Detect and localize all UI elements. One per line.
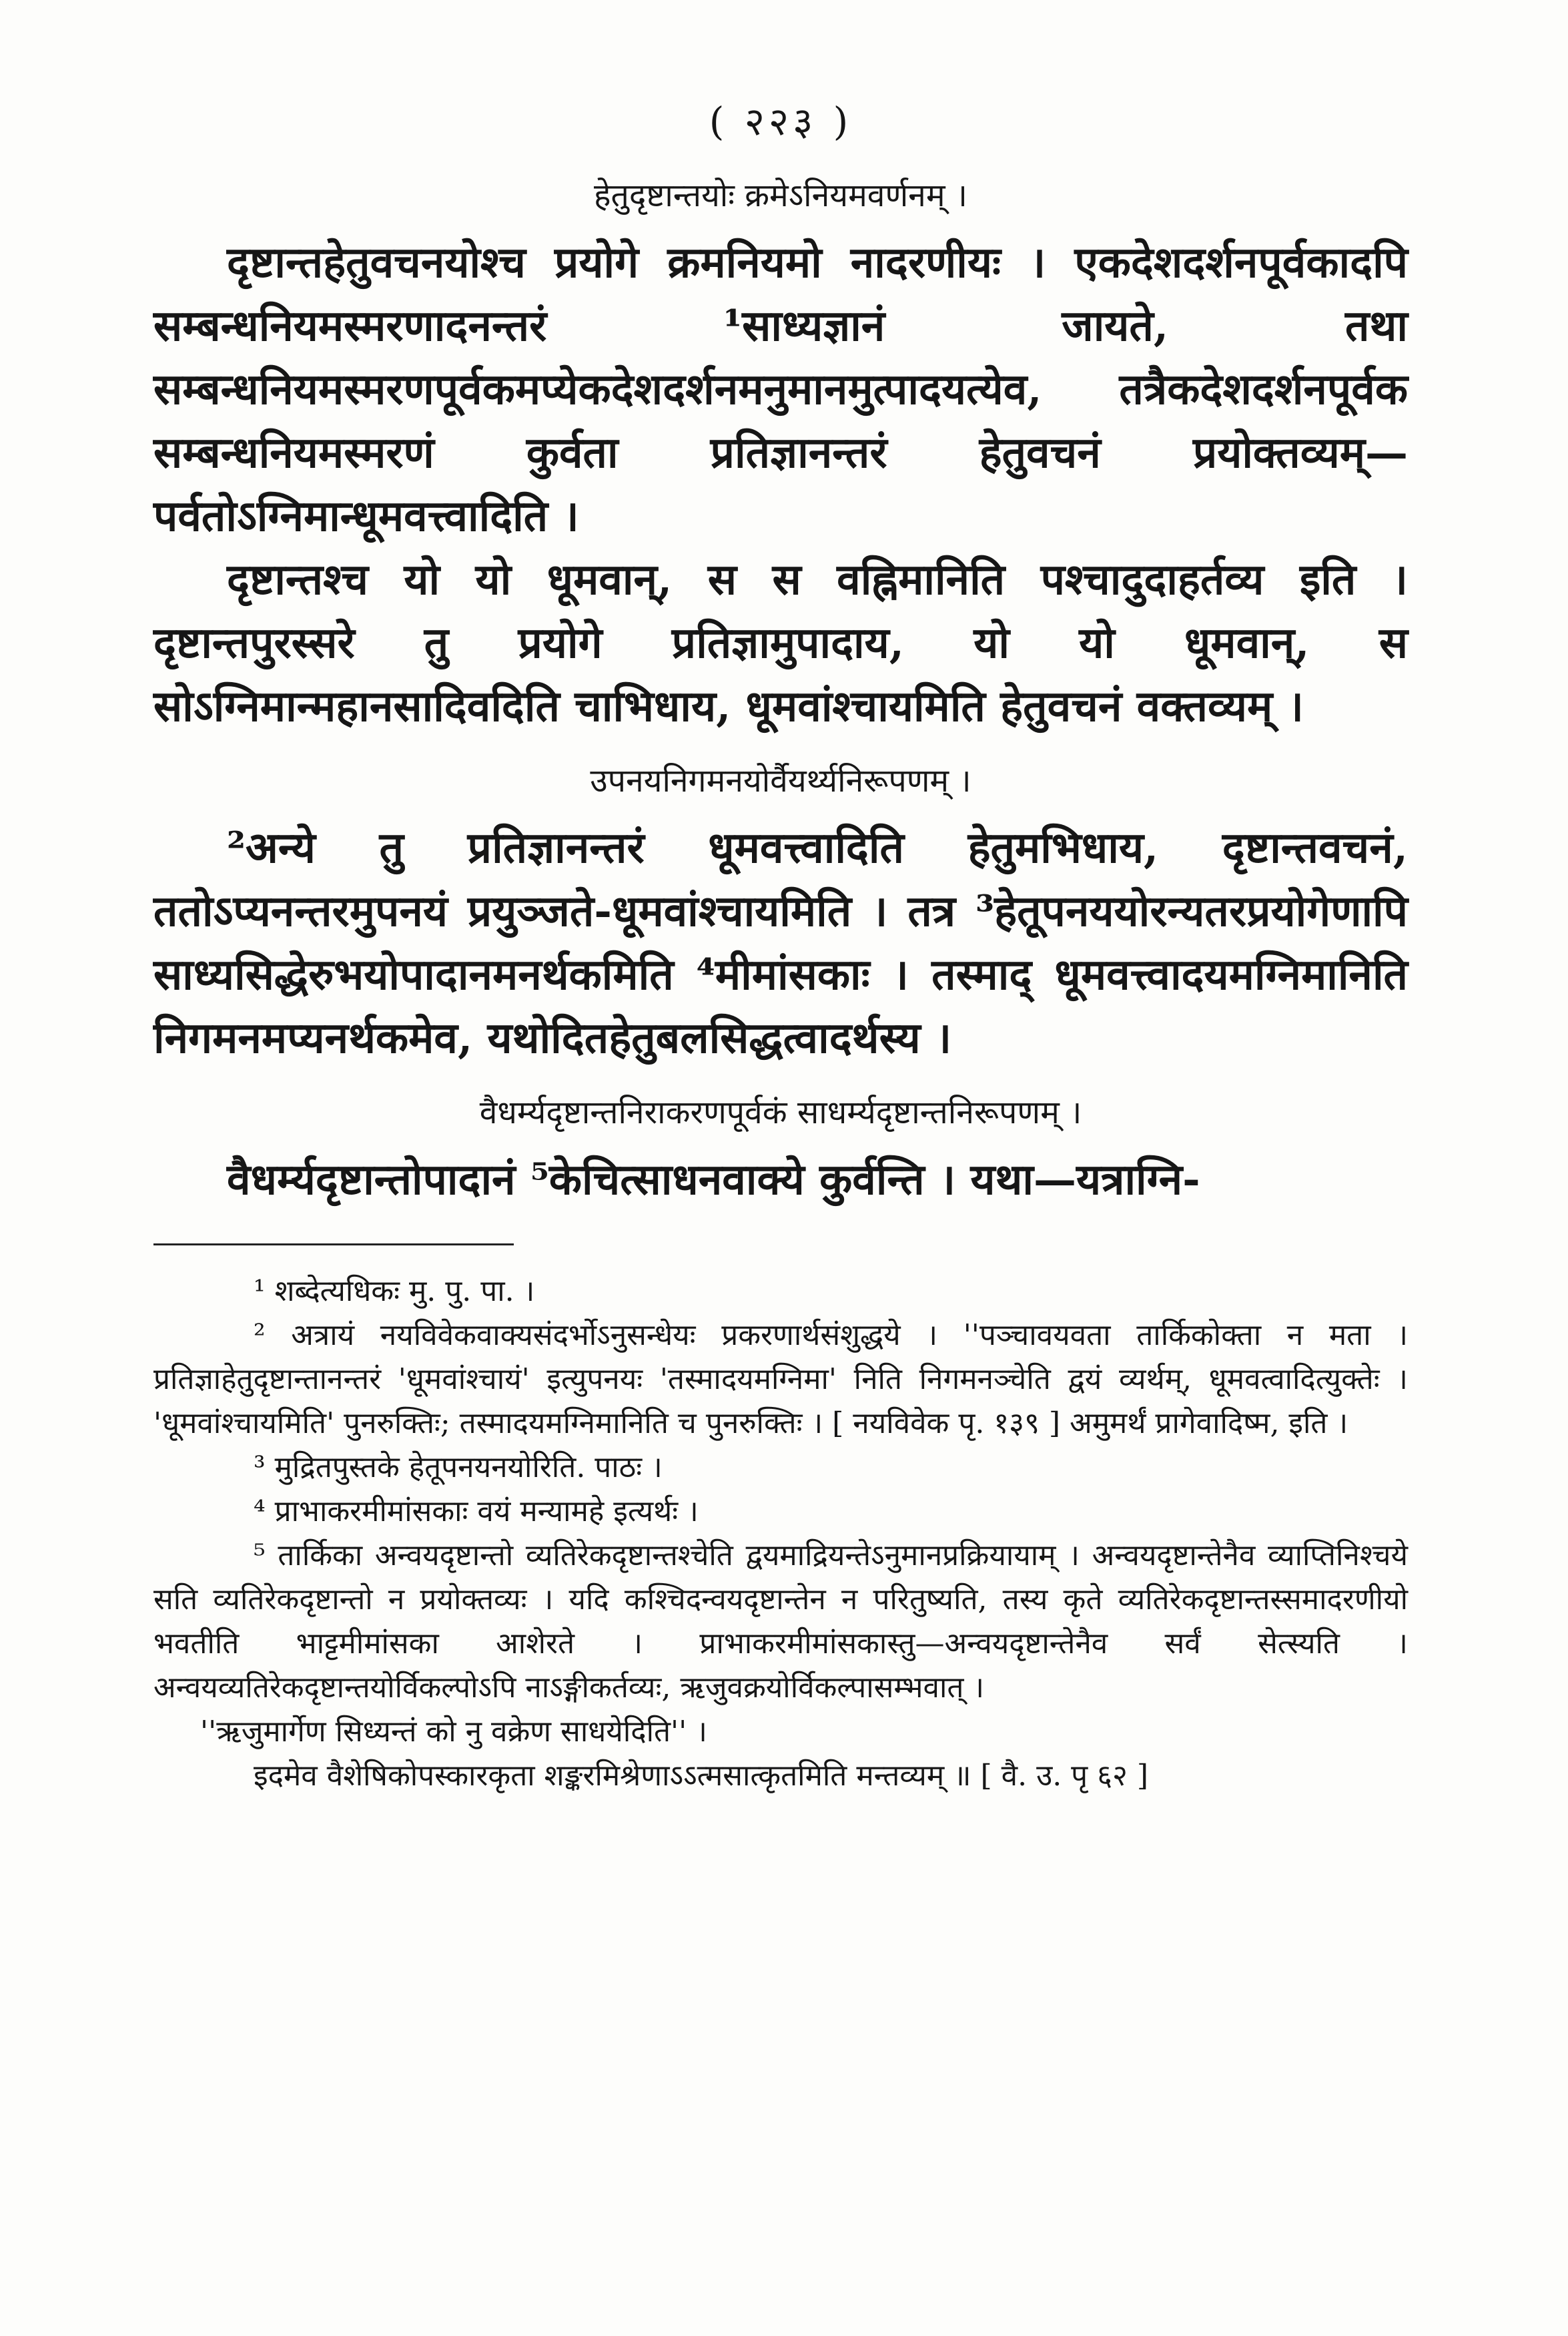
footnote-5: ⁵ तार्किका अन्वयदृष्टान्तो व्यतिरेकदृष्टान्तश्चेति द्वयमाद्रियन्तेऽनुमानप्रक्रियायाम् । अन्वयदृष्टान्तेनैव व्याप्तिनिश्चये सति व्यतिरेकदृष्टान्तो न प्रयोक्तव्यः । यदि कश्चिदन्वयदृष्टान्तेन न परितुष्यति, तस्य कृते व्यतिरेकदृष्टान्तस्समादरणीयो भवतीति भाट्टमीमांसका आशेरते । प्राभाकरमीमांसकास्तु—अन्वयदृष्टान्तेनैव सर्वं सेत्स्यति । अन्वयव्यतिरेकदृष्टान्तयोर्विकल्पोऽपि नाऽङ्गीकर्तव्यः, ऋजुवक्रयोर्विकल्पासम्भवात् ।	[153, 1538, 1408, 1705]
page-number: ( २२३ )	[709, 99, 853, 144]
footnote-1: ¹ शब्देत्यधिकः मु. पु. पा. ।	[254, 1274, 535, 1308]
paragraph-2: दृष्टान्तश्च यो यो धूमवान्, स स वह्निमानिति पश्चादुदाहर्तव्य इति । दृष्टान्तपुरस्सरे तु प्रयोगे प्रतिज्ञामुपादाय, यो यो धूमवान्, स सोऽग्निमान्महानसादिवदिति चाभिधाय, धूमवांश्चायमिति हेतुवचनं वक्तव्यम् ।	[153, 555, 1408, 732]
section-heading-1: हेतुदृष्टान्तयोः क्रमेऽनियमवर्णनम् ।	[594, 177, 967, 214]
document-page	[153, 93, 1408, 1798]
section-heading-2: उपनयनिगमनयोर्वैयर्थ्यनिरूपणम् ।	[590, 762, 971, 800]
paragraph-3: ²अन्ये तु प्रतिज्ञानन्तरं धूमवत्त्वादिति हेतुमभिधाय, दृष्टान्तवचनं, ततोऽप्यनन्तरमुपनयं प्रयुञ्जते-धूमवांश्चायमिति । तत्र ³हेतूपनययोरन्यतरप्रयोगेणापि साध्यसिद्धेरुभयोपादानमनर्थकमिति ⁴मीमांसकाः । तस्माद् धूमवत्त्वादयमग्निमानिति निगमनमप्यनर्थकमेव, यथोदितहेतुबलसिद्धत्वादर्थस्य ।	[153, 823, 1408, 1063]
footnote-4: ⁴ प्राभाकरमीमांसकाः वयं मन्यामहे इत्यर्थः ।	[254, 1494, 699, 1528]
footnote-quote: ''ऋजुमार्गेण सिध्यन्तं को नु वक्रेण साधयेदिति'' ।	[200, 1715, 707, 1749]
footnote-3: ³ मुद्रितपुस्तके हेतूपनयनयोरिति. पाठः ।	[254, 1450, 663, 1484]
paragraph-1: दृष्टान्तहेतुवचनयोश्च प्रयोगे क्रमनियमो नादरणीयः । एकदेशदर्शनपूर्वकादपि सम्बन्धनियमस्मरणादनन्तरं ¹साध्यज्ञानं जायते, तथा सम्बन्धनियमस्मरणपूर्वकमप्येकदेशदर्शनमनुमानमुत्पादयत्येव, तत्रैकदेशदर्शनपूर्वक सम्बन्धनियमस्मरणं कुर्वता प्रतिज्ञानन्तरं हेतुवचनं प्रयोक्तव्यम्—पर्वतोऽग्निमान्धूमवत्त्वादिति ।	[153, 238, 1408, 541]
section-heading-3: वैधर्म्यदृष्टान्तनिराकरणपूर्वकं साधर्म्यदृष्टान्तनिरूपणम् ।	[479, 1094, 1082, 1131]
footnote-closing: इदमेव वैशेषिकोपस्कारकृता शङ्करमिश्रेणाऽऽत्मसात्कृतमिति मन्तव्यम् ॥ [ वै. उ. पृ ६२ ]	[254, 1759, 1149, 1793]
footnote-divider	[153, 1243, 514, 1245]
footnote-2: ² अत्रायं नयविवेकवाक्यसंदर्भोऽनुसन्धेयः प्रकरणार्थसंशुद्धये । ''पञ्चावयवता तार्किकोक्ता न मता । प्रतिज्ञाहेतुदृष्टान्तानन्तरं 'धूमवांश्चायं' इत्युपनयः 'तस्मादयमग्निमा' निति निगमनञ्चेति द्वयं व्यर्थम्, धूमवत्वादित्युक्तेः । 'धूमवांश्चायमिति' पुनरुक्तिः; तस्मादयमग्निमानिति च पुनरुक्तिः । [ नयविवेक पृ. १३९ ] अमुमर्थं प्रागेवादिष्म, इति ।	[153, 1318, 1408, 1440]
paragraph-4: वैधर्म्यदृष्टान्तोपादानं ⁵केचित्साधनवाक्ये कुर्वन्ति । यथा—यत्राग्नि-	[227, 1155, 1200, 1205]
